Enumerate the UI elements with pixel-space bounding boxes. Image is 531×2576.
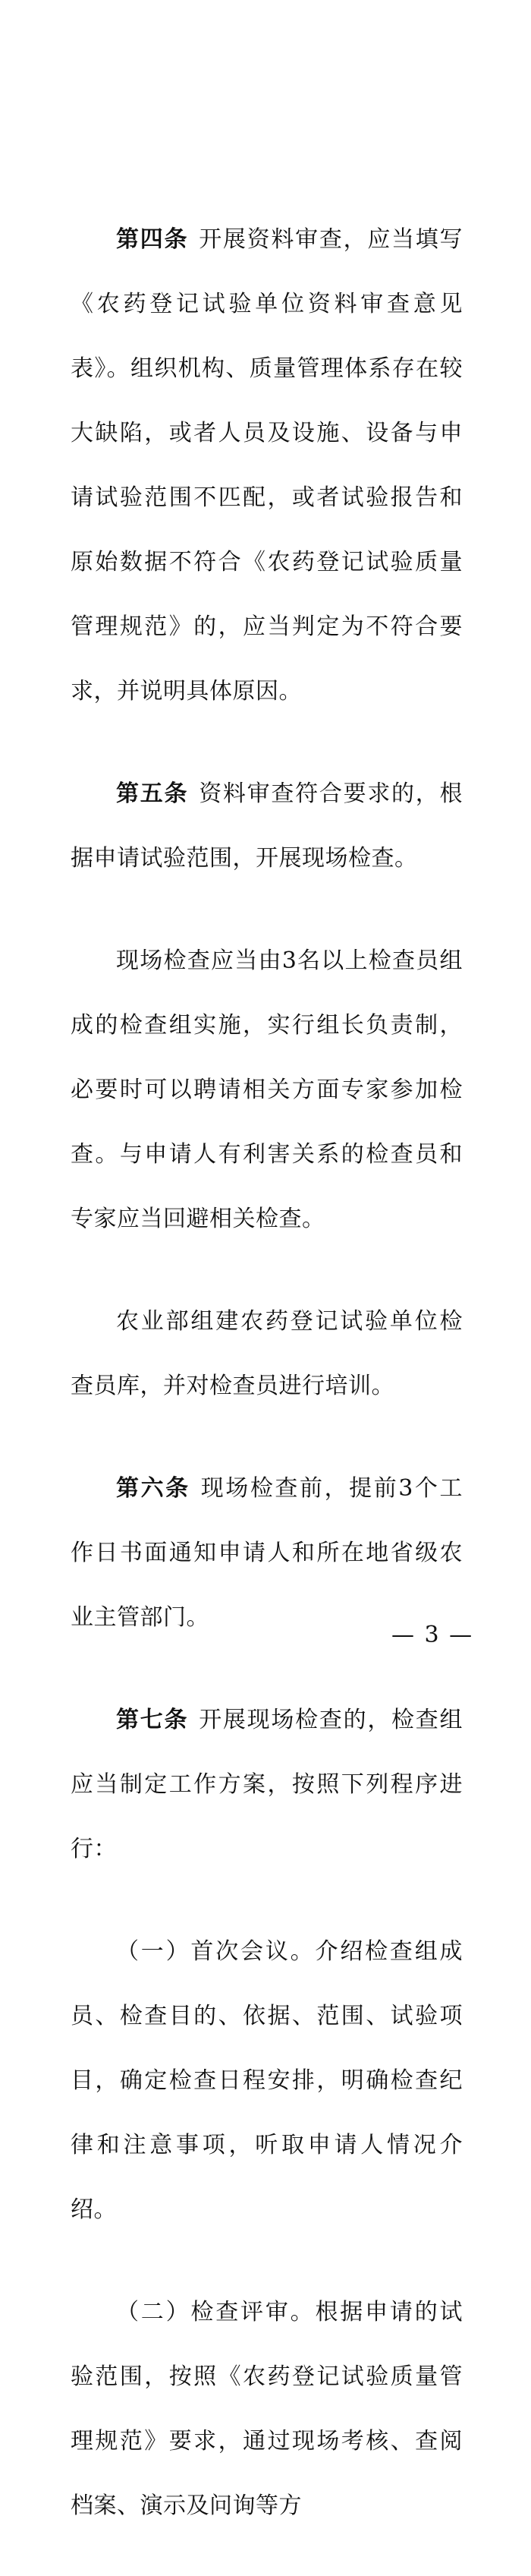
article-7-lead: 第七条 [116,1707,189,1733]
inspection-review-text: （二）检查评审。根据申请的试验范围，按照《农药登记试验质量管理规范》要求，通过现场考核、查阅档案、演示及问询等方 [71,2299,463,2519]
article-5-lead: 第五条 [116,780,189,807]
inspection-team-paragraph [71,929,463,1251]
article-5-paragraph [71,761,463,891]
article-4-paragraph [71,207,463,724]
article-5-text: 资料审查符合要求的，根据申请试验范围，开展现场检查。 [71,780,463,872]
document-body [71,207,463,2576]
inspection-team-text: 现场检查应当由3名以上检查员组成的检查组实施，实行组长负责制，必要时可以聘请相关方面专家参加检查。与申请人有利害关系的检查员和专家应当回避相关检查。 [71,947,463,1232]
article-6-lead: 第六条 [116,1475,190,1502]
article-4-lead: 第四条 [116,226,189,253]
inspector-pool-paragraph [71,1289,463,1418]
article-4-text: 开展资料审查，应当填写《农药登记试验单位资料审查意见表》。组织机构、质量管理体系存在较大缺陷，或者人员及设施、设备与申请试验范围不匹配，或者试验报告和原始数据不符合《农药登记试验质量管理规范》的，应当判定为不符合要求，并说明具体原因。 [71,226,463,705]
first-meeting-text: （一）首次会议。介绍检查组成员、检查目的、依据、范围、试验项目，确定检查日程安排，明确检查纪律和注意事项，听取申请人情况介绍。 [71,1938,463,2223]
page-number: — 3 — [391,1622,474,1648]
first-meeting-paragraph [71,1919,463,2242]
article-7-paragraph [71,1688,463,1881]
article-7-text: 开展现场检查的，检查组应当制定工作方案，按照下列程序进行： [71,1707,463,1862]
inspection-review-paragraph [71,2280,463,2538]
article-6-text: 现场检查前，提前3个工作日书面通知申请人和所在地省级农业主管部门。 [71,1475,463,1631]
article-6-paragraph [71,1456,463,1650]
inspector-pool-text: 农业部组建农药登记试验单位检查员库，并对检查员进行培训。 [71,1308,463,1399]
